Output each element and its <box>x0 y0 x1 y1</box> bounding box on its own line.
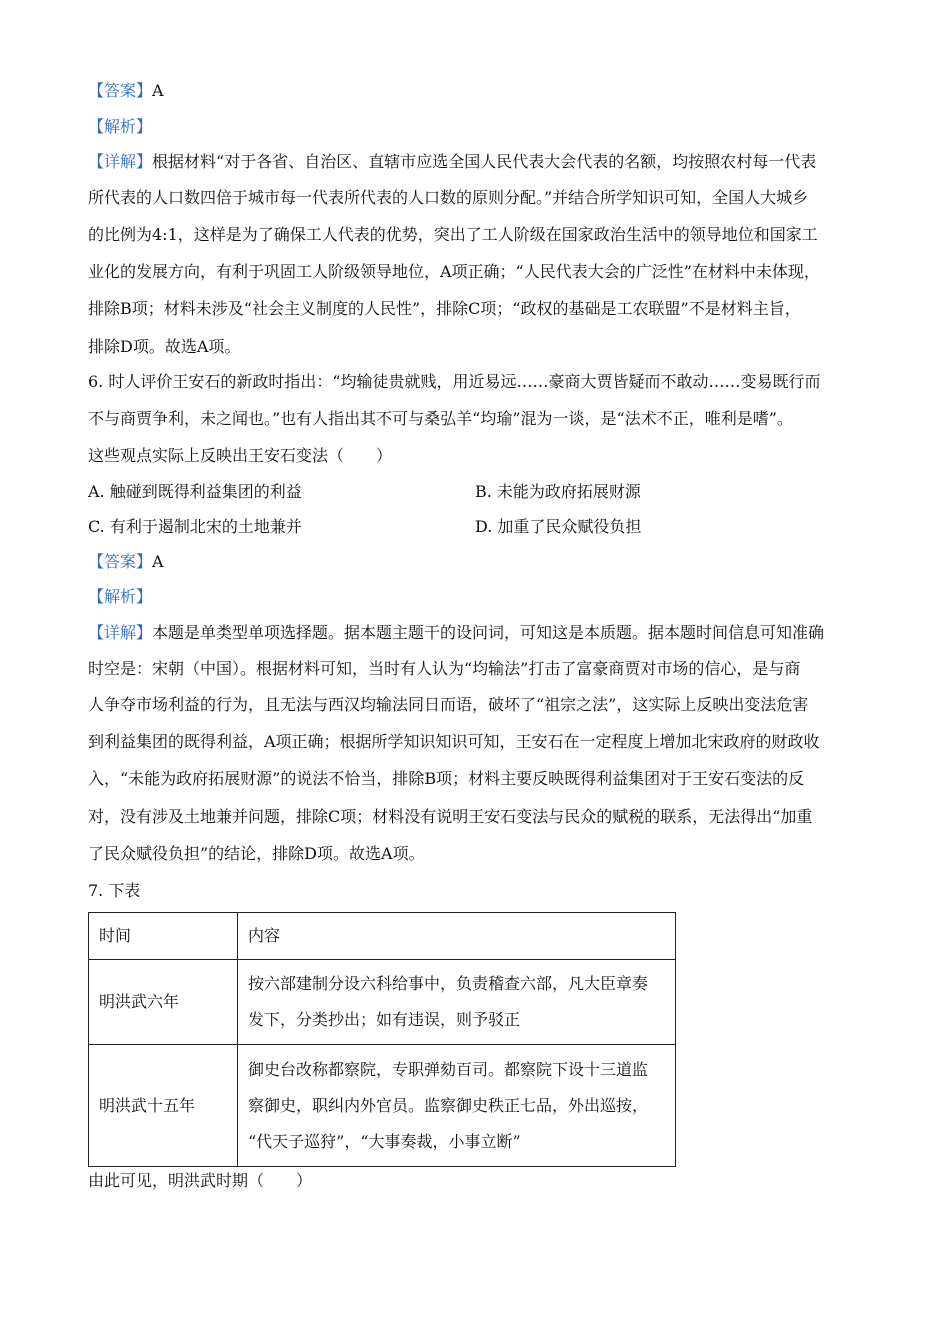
q6-detail-line-2: 时空是：宋朝（中国）。根据材料可知，当时有人认为“均输法”打击了富豪商贾对市场的信心，是与商 <box>88 659 801 678</box>
q5-detail-text: 根据材料“对于各省、自治区、直辖市应选全国人民代表大会代表的名额，均按照农村每一代表 <box>152 152 817 171</box>
table-cell-time: 明洪武十五年 <box>89 1045 238 1167</box>
q7-table <box>88 912 676 1167</box>
q5-detail-line-6: 排除D项。故选A项。 <box>88 337 241 356</box>
cell-line: 发下，分类抄出；如有违误，则予驳正 <box>248 1010 521 1029</box>
q6-detail-line-4: 到利益集团的既得利益，A项正确；根据所学知识知识可知，王安石在一定程度上增加北宋政府的财政收 <box>88 732 820 751</box>
detail-tag: 【详解】 <box>88 623 153 642</box>
cell-line: 察御史，职纠内外官员。监察御史秩正七品，外出巡按， <box>248 1095 649 1115</box>
table-cell-content <box>238 960 676 1045</box>
answer-tag: 【答案】 <box>88 552 153 571</box>
q6-option-a: A. 触碰到既得利益集团的利益 <box>88 482 302 501</box>
table-cell-content <box>238 1045 676 1167</box>
table-header-row <box>89 913 676 960</box>
q5-detail-line-1 <box>88 151 868 173</box>
q6-analysis-line <box>88 586 868 608</box>
q5-detail-line-2: 所代表的人口数四倍于城市每一代表所代表的人口数的原则分配。”并结合所学知识可知，全国人大城乡 <box>88 188 809 207</box>
q6-detail-text: 本题是单类型单项选择题。据本题主题干的设问词，可知这是本质题。据本题时间信息可知准确 <box>152 623 825 642</box>
q6-stem-line-1: 6. 时人评价王安石的新政时指出：“均输徒贵就贱，用近易远……豪商大贾皆疑而不敢动……变易既行而 <box>88 372 821 391</box>
q5-analysis-line <box>88 116 868 138</box>
cell-line: 御史台改称都察院，专职弹劾百司。都察院下设十三道监 <box>248 1059 649 1079</box>
cell-line: 按六部建制分设六科给事中，负责稽查六部，凡大臣章奏 <box>248 974 649 993</box>
q7-after: 由此可见，明洪武时期（ ） <box>88 1171 313 1190</box>
q6-detail-line-6: 对，没有涉及土地兼并问题，排除C项；材料没有说明王安石变法与民众的赋税的联系，无法得出“加重 <box>88 807 813 826</box>
answer-tag: 【答案】 <box>88 81 153 100</box>
q6-detail-line-5: 入，“未能为政府拓展财源”的说法不恰当，排除B项；材料主要反映既得利益集团对于王安石变法的反 <box>88 769 805 788</box>
q6-stem-line-2: 不与商贾争利，未之闻也。”也有人指出其不可与桑弘羊“均瑜”混为一谈，是“法术不正，唯利是嗜”。 <box>88 409 793 428</box>
table-header-content: 内容 <box>238 913 676 960</box>
q6-stem-line-3: 这些观点实际上反映出王安石变法（ ） <box>88 446 393 465</box>
answer-value: A <box>152 81 164 100</box>
q6-option-c: C. 有利于遏制北宋的土地兼并 <box>88 517 302 536</box>
table-header-time: 时间 <box>89 913 238 960</box>
q6-detail-line-1 <box>88 622 868 644</box>
q6-detail-line-7: 了民众赋役负担”的结论，排除D项。故选A项。 <box>88 844 425 863</box>
table-cell-time: 明洪武六年 <box>89 960 238 1045</box>
q7-intro: 7. 下表 <box>88 881 141 900</box>
analysis-tag: 【解析】 <box>88 587 153 606</box>
q5-answer-line <box>88 80 868 102</box>
analysis-tag: 【解析】 <box>88 117 153 136</box>
q6-option-d: D. 加重了民众赋役负担 <box>475 517 642 536</box>
detail-tag: 【详解】 <box>88 152 153 171</box>
q5-detail-line-5: 排除B项；材料未涉及“社会主义制度的人民性”，排除C项；“政权的基础是工农联盟”不是材料主旨， <box>88 299 801 318</box>
table-row <box>89 960 676 1045</box>
q6-option-b: B. 未能为政府拓展财源 <box>475 482 641 501</box>
answer-value: A <box>152 552 164 571</box>
q6-answer-line <box>88 551 868 573</box>
q5-detail-line-3: 的比例为4:1，这样是为了确保工人代表的优势，突出了工人阶级在国家政治生活中的领导地位和国家工 <box>88 225 818 244</box>
q6-detail-line-3: 人争夺市场利益的行为，且无法与西汉均输法同日而语，破坏了“祖宗之法”，这实际上反映出变法危害 <box>88 695 809 714</box>
cell-line: “代天子巡狩”，“大事奏裁，小事立断” <box>248 1131 521 1151</box>
q5-detail-line-4: 业化的发展方向，有利于巩固工人阶级领导地位，A项正确；“人民代表大会的广泛性”在材料中未体现， <box>88 262 820 281</box>
table-row <box>89 1045 676 1167</box>
